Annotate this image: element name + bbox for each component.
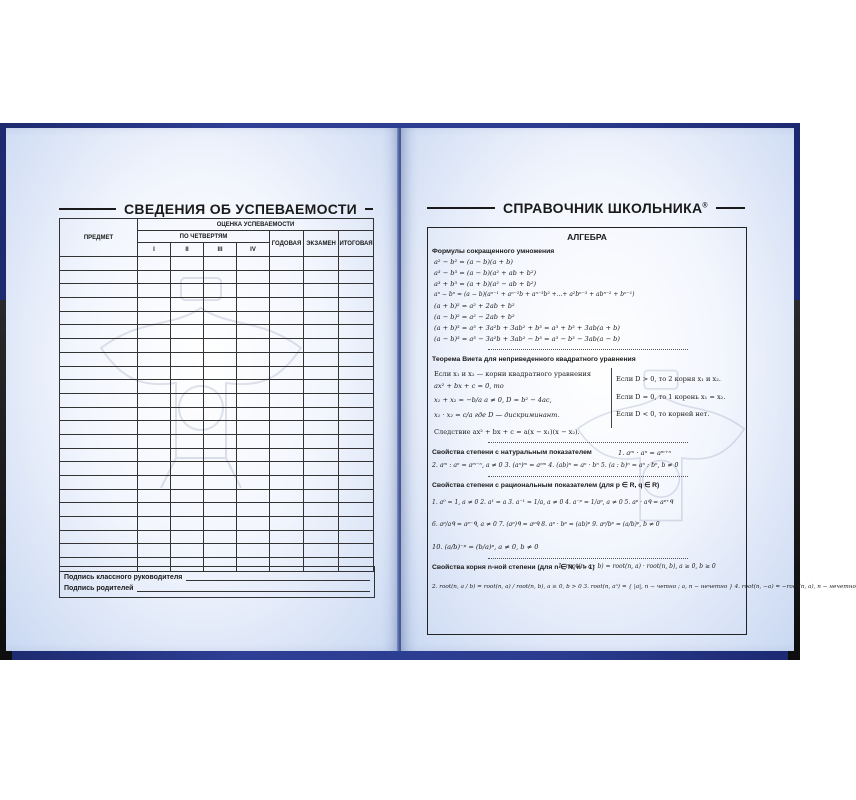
- grade-cell[interactable]: [171, 489, 204, 503]
- grade-cell[interactable]: [171, 366, 204, 380]
- right-title-row: [427, 196, 745, 220]
- grade-cell[interactable]: [204, 476, 237, 490]
- table-row: [60, 257, 374, 271]
- grade-cell[interactable]: [304, 257, 339, 271]
- grade-cell[interactable]: [339, 503, 374, 517]
- grade-cell[interactable]: [171, 476, 204, 490]
- grade-cell[interactable]: [339, 257, 374, 271]
- abbrev-formula: a³ + b³ = (a + b)(a² − ab + b²): [434, 280, 537, 288]
- title-rule-right: [365, 208, 373, 210]
- grade-cell[interactable]: [270, 284, 304, 298]
- grade-cell[interactable]: [204, 366, 237, 380]
- grade-cell[interactable]: [339, 407, 374, 421]
- abbrev-formula: aⁿ − bⁿ = (a − b)(aⁿ⁻¹ + aⁿ⁻²b + aⁿ⁻³b² +...+ a²bⁿ⁻³ + abⁿ⁻² + bⁿ⁻¹): [434, 291, 635, 298]
- grade-cell[interactable]: [60, 257, 138, 271]
- grades-table: [59, 218, 374, 572]
- grade-cell[interactable]: [60, 352, 138, 366]
- rational-power-line: 6. aᵖ/aᑫ = aᵖ⁻ᑫ, a ≠ 0 7. (aᵖ)ᑫ = aᵖᑫ 8. aᵖ · bᵖ = (ab)ᵖ 9. aᵖ/bᵖ = (a/b)ᵖ, b ≠ 0: [432, 521, 660, 528]
- grade-cell[interactable]: [270, 462, 304, 476]
- grade-cell[interactable]: [339, 352, 374, 366]
- grade-cell[interactable]: [304, 489, 339, 503]
- grade-cell[interactable]: [138, 325, 171, 339]
- grade-cell[interactable]: [304, 530, 339, 544]
- grade-cell[interactable]: [204, 298, 237, 312]
- grade-cell[interactable]: [204, 284, 237, 298]
- vieta-case: Если D > 0, то 2 корня x₁ и x₂.: [616, 375, 721, 383]
- grade-cell[interactable]: [237, 380, 270, 394]
- grade-cell[interactable]: [204, 517, 237, 531]
- grade-cell[interactable]: [171, 339, 204, 353]
- grade-cell[interactable]: [237, 462, 270, 476]
- table-row: [60, 325, 374, 339]
- grade-cell[interactable]: [339, 311, 374, 325]
- abbrev-formula: (a + b)³ = a³ + 3a²b + 3ab² + b³ = a³ + b³ + 3ab(a + b): [434, 324, 620, 332]
- grade-cell[interactable]: [171, 421, 204, 435]
- grade-cell[interactable]: [339, 434, 374, 448]
- grade-cell[interactable]: [138, 476, 171, 490]
- table-row: [60, 517, 374, 531]
- grade-cell[interactable]: [270, 489, 304, 503]
- grade-cell[interactable]: [304, 434, 339, 448]
- grade-cell[interactable]: [237, 366, 270, 380]
- rational-power-line: 10. (a/b)⁻ᵖ = (b/a)ᵖ, a ≠ 0, b ≠ 0: [432, 543, 539, 551]
- abbrev-formula: (a + b)² = a² + 2ab + b²: [434, 302, 515, 310]
- grade-cell[interactable]: [270, 311, 304, 325]
- grade-cell[interactable]: [237, 311, 270, 325]
- vieta-title: Теорема Виета для неприведенного квадратного уравнения: [432, 356, 636, 363]
- grade-cell[interactable]: [171, 257, 204, 271]
- grade-cell[interactable]: [270, 366, 304, 380]
- grade-cell[interactable]: [171, 517, 204, 531]
- grade-cell[interactable]: [339, 325, 374, 339]
- grade-cell[interactable]: [204, 407, 237, 421]
- natural-power-title: Свойства степени с натуральным показателем: [432, 449, 592, 456]
- grade-cell[interactable]: [270, 298, 304, 312]
- grade-cell[interactable]: [237, 393, 270, 407]
- table-row: [60, 476, 374, 490]
- grade-cell[interactable]: [270, 352, 304, 366]
- grade-cell[interactable]: [237, 544, 270, 558]
- rational-power-title: Свойства степени с рациональным показателем (для p ∈ R, q ∈ R): [432, 482, 660, 489]
- divider: [488, 349, 688, 350]
- table-row: [60, 434, 374, 448]
- quarter-1-header: I: [138, 243, 171, 257]
- grade-cell[interactable]: [204, 380, 237, 394]
- vieta-separator: [611, 368, 612, 428]
- grade-cell[interactable]: [204, 462, 237, 476]
- grade-cell[interactable]: [204, 503, 237, 517]
- grade-cell[interactable]: [60, 407, 138, 421]
- vieta-line: ax² + bx + c = 0, то: [434, 382, 504, 390]
- grade-cell[interactable]: [304, 352, 339, 366]
- exam-header: ЭКЗАМЕН: [304, 231, 339, 257]
- grade-cell[interactable]: [171, 270, 204, 284]
- reference-box: [427, 227, 856, 635]
- quarter-4-header: IV: [237, 243, 270, 257]
- grade-cell[interactable]: [304, 325, 339, 339]
- grade-cell[interactable]: [304, 448, 339, 462]
- grade-cell[interactable]: [171, 462, 204, 476]
- grade-cell[interactable]: [60, 448, 138, 462]
- table-row: [60, 339, 374, 353]
- grade-cell[interactable]: [237, 503, 270, 517]
- grade-cell[interactable]: [138, 421, 171, 435]
- parents-signature-field[interactable]: [137, 584, 370, 592]
- subject-header: ПРЕДМЕТ: [60, 219, 138, 257]
- grade-cell[interactable]: [270, 270, 304, 284]
- grade-cell[interactable]: [138, 352, 171, 366]
- grade-cell[interactable]: [304, 339, 339, 353]
- root-line: 2. root(n, a / b) = root(n, a) / root(n, b), a ≥ 0, b > 0 3. root(n, aⁿ) = { |a|, n − четно ; a, n − нечетно } 4. root(n, −a) = −root(n, a), n − нечетно: [432, 584, 856, 590]
- vieta-line: x₁ · x₂ = c/a где D — дискриминант.: [434, 411, 560, 419]
- grade-cell[interactable]: [171, 311, 204, 325]
- table-row: [60, 448, 374, 462]
- grade-cell[interactable]: [339, 544, 374, 558]
- grade-cell[interactable]: [304, 407, 339, 421]
- grade-cell[interactable]: [304, 517, 339, 531]
- signature-box: [59, 566, 375, 598]
- grade-cell[interactable]: [204, 530, 237, 544]
- grade-cell[interactable]: [339, 476, 374, 490]
- left-page-title: СВЕДЕНИЯ ОБ УСПЕВАЕМОСТИ: [124, 201, 358, 217]
- grade-cell[interactable]: [237, 407, 270, 421]
- table-row: [60, 530, 374, 544]
- vieta-line: Следствие ax² + bx + c = a(x − x₁)(x − x₂).: [434, 428, 580, 436]
- grade-cell[interactable]: [171, 448, 204, 462]
- divider: [488, 558, 688, 559]
- grade-cell[interactable]: [60, 517, 138, 531]
- grade-cell[interactable]: [60, 434, 138, 448]
- grade-cell[interactable]: [138, 366, 171, 380]
- rational-power-line: 1. a⁰ = 1, a ≠ 0 2. a¹ = a 3. a⁻¹ = 1/a, a ≠ 0 4. a⁻ᵖ = 1/aᵖ, a ≠ 0 5. aᵖ · aᑫ = aᵖ⁺ᑫ: [432, 499, 673, 506]
- grade-cell[interactable]: [204, 339, 237, 353]
- grade-cell[interactable]: [171, 407, 204, 421]
- grade-cell[interactable]: [60, 476, 138, 490]
- natural-power-line: 1. aᵐ · aⁿ = aᵐ⁺ⁿ: [618, 449, 672, 457]
- table-row: [60, 270, 374, 284]
- table-row: [60, 462, 374, 476]
- grade-cell[interactable]: [60, 421, 138, 435]
- grade-cell[interactable]: [339, 517, 374, 531]
- grade-cell[interactable]: [270, 448, 304, 462]
- grade-cell[interactable]: [304, 270, 339, 284]
- table-row: [60, 366, 374, 380]
- table-row: [60, 393, 374, 407]
- grade-cell[interactable]: [270, 517, 304, 531]
- grade-cell[interactable]: [171, 544, 204, 558]
- right-title-rule-left: [427, 207, 495, 209]
- grade-cell[interactable]: [138, 311, 171, 325]
- grade-cell[interactable]: [237, 284, 270, 298]
- grade-cell[interactable]: [60, 270, 138, 284]
- grade-cell[interactable]: [138, 284, 171, 298]
- grade-cell[interactable]: [60, 366, 138, 380]
- grade-cell[interactable]: [138, 407, 171, 421]
- grade-cell[interactable]: [339, 448, 374, 462]
- grade-cell[interactable]: [339, 366, 374, 380]
- abbrev-formula: a² − b² = (a − b)(a + b): [434, 258, 513, 266]
- grade-cell[interactable]: [339, 284, 374, 298]
- grade-cell[interactable]: [304, 393, 339, 407]
- table-row: [60, 284, 374, 298]
- grade-cell[interactable]: [60, 325, 138, 339]
- table-row: [60, 407, 374, 421]
- table-row: [60, 380, 374, 394]
- grade-cell[interactable]: [304, 284, 339, 298]
- grade-cell[interactable]: [304, 380, 339, 394]
- grade-cell[interactable]: [171, 298, 204, 312]
- grade-cell[interactable]: [237, 489, 270, 503]
- grade-cell[interactable]: [171, 393, 204, 407]
- grade-cell[interactable]: [60, 380, 138, 394]
- grade-cell[interactable]: [270, 544, 304, 558]
- grade-cell[interactable]: [237, 270, 270, 284]
- table-row: [60, 298, 374, 312]
- grade-cell[interactable]: [304, 311, 339, 325]
- grade-cell[interactable]: [204, 257, 237, 271]
- grade-cell[interactable]: [171, 325, 204, 339]
- parents-signature-label: Подпись родителей: [64, 585, 134, 592]
- grade-cell[interactable]: [270, 393, 304, 407]
- quarter-3-header: III: [204, 243, 237, 257]
- grade-cell[interactable]: [270, 530, 304, 544]
- grade-cell[interactable]: [204, 325, 237, 339]
- grade-cell[interactable]: [339, 489, 374, 503]
- grade-cell[interactable]: [204, 489, 237, 503]
- grade-cell[interactable]: [204, 270, 237, 284]
- grade-cell[interactable]: [339, 339, 374, 353]
- grade-cell[interactable]: [138, 393, 171, 407]
- grade-cell[interactable]: [304, 421, 339, 435]
- grade-cell[interactable]: [237, 325, 270, 339]
- grade-cell[interactable]: [138, 257, 171, 271]
- grade-cell[interactable]: [339, 421, 374, 435]
- grade-cell[interactable]: [138, 270, 171, 284]
- grade-cell[interactable]: [60, 284, 138, 298]
- right-title-text: СПРАВОЧНИК ШКОЛЬНИКА: [503, 200, 703, 216]
- grades-body: [60, 257, 374, 572]
- root-title: Свойства корня n-ной степени (для n ∈ N, n > 1): [432, 564, 595, 571]
- grade-cell[interactable]: [339, 530, 374, 544]
- grade-cell[interactable]: [60, 311, 138, 325]
- grade-cell[interactable]: [171, 380, 204, 394]
- grade-cell[interactable]: [237, 421, 270, 435]
- grade-cell[interactable]: [270, 257, 304, 271]
- grade-cell[interactable]: [339, 462, 374, 476]
- grade-header: ОЦЕНКА УСПЕВАЕМОСТИ: [138, 219, 374, 231]
- grade-cell[interactable]: [204, 393, 237, 407]
- vieta-line: x₁ + x₂ = −b/a a ≠ 0, D = b² − 4ac,: [434, 396, 552, 404]
- algebra-heading: АЛГЕБРА: [567, 232, 607, 242]
- grade-cell[interactable]: [171, 434, 204, 448]
- quarters-header: ПО ЧЕТВЕРТЯМ: [138, 231, 270, 243]
- grade-cell[interactable]: [304, 462, 339, 476]
- grade-cell[interactable]: [237, 476, 270, 490]
- abbrev-formula: (a − b)² = a² − 2ab + b²: [434, 313, 515, 321]
- annual-header: ГОДОВАЯ: [270, 231, 304, 257]
- grade-cell[interactable]: [270, 339, 304, 353]
- grade-cell[interactable]: [237, 298, 270, 312]
- abbrev-formula: a³ − b³ = (a − b)(a² + ab + b²): [434, 269, 537, 277]
- natural-power-line: 2. aᵐ : aⁿ = aᵐ⁻ⁿ, a ≠ 0 3. (aⁿ)ᵐ = aⁿᵐ 4. (ab)ⁿ = aⁿ · bⁿ 5. (a : b)ⁿ = aⁿ : bⁿ, b ≠ 0: [432, 462, 679, 469]
- grade-cell[interactable]: [138, 380, 171, 394]
- grade-cell[interactable]: [60, 503, 138, 517]
- grade-cell[interactable]: [204, 352, 237, 366]
- grade-cell[interactable]: [304, 476, 339, 490]
- grade-cell[interactable]: [171, 530, 204, 544]
- right-title-rule-right: [716, 207, 745, 209]
- grade-cell[interactable]: [304, 298, 339, 312]
- grade-cell[interactable]: [304, 503, 339, 517]
- right-page-title: [495, 200, 716, 216]
- divider: [488, 442, 688, 443]
- grade-cell[interactable]: [60, 544, 138, 558]
- grade-cell[interactable]: [138, 298, 171, 312]
- grade-cell[interactable]: [60, 393, 138, 407]
- grade-cell[interactable]: [339, 270, 374, 284]
- divider: [488, 476, 688, 477]
- vieta-line: Если x₁ и x₂ — корни квадратного уравнения: [434, 370, 591, 378]
- table-row: [60, 503, 374, 517]
- grade-cell[interactable]: [270, 434, 304, 448]
- table-row: [60, 352, 374, 366]
- grade-cell[interactable]: [138, 448, 171, 462]
- table-row: [60, 489, 374, 503]
- vieta-case: Если D < 0, то корней нет.: [616, 410, 710, 418]
- grade-cell[interactable]: [237, 257, 270, 271]
- grade-cell[interactable]: [138, 503, 171, 517]
- grade-cell[interactable]: [60, 489, 138, 503]
- grade-cell[interactable]: [138, 530, 171, 544]
- grade-cell[interactable]: [204, 311, 237, 325]
- grade-cell[interactable]: [304, 366, 339, 380]
- grade-cell[interactable]: [237, 530, 270, 544]
- grade-cell[interactable]: [339, 380, 374, 394]
- grade-cell[interactable]: [138, 462, 171, 476]
- grade-cell[interactable]: [171, 503, 204, 517]
- grade-cell[interactable]: [138, 434, 171, 448]
- title-rule-left: [59, 208, 116, 210]
- grade-cell[interactable]: [204, 421, 237, 435]
- grade-cell[interactable]: [339, 298, 374, 312]
- grade-cell[interactable]: [171, 284, 204, 298]
- parents-signature-line: [64, 584, 370, 592]
- registered-mark: ®: [702, 202, 708, 210]
- table-row: [60, 311, 374, 325]
- grade-cell[interactable]: [270, 503, 304, 517]
- grade-cell[interactable]: [270, 407, 304, 421]
- root-line: 1. root(n, a · b) = root(n, a) · root(n, b), a ≥ 0, b ≥ 0: [558, 563, 716, 570]
- grade-cell[interactable]: [138, 339, 171, 353]
- grade-cell[interactable]: [204, 434, 237, 448]
- grade-cell[interactable]: [270, 421, 304, 435]
- teacher-signature-field[interactable]: [186, 573, 370, 581]
- grade-cell[interactable]: [171, 352, 204, 366]
- vieta-case: Если D = 0, то 1 корень x₁ = x₂.: [616, 393, 726, 401]
- table-row: [60, 544, 374, 558]
- grade-cell[interactable]: [270, 380, 304, 394]
- grade-cell[interactable]: [237, 339, 270, 353]
- abbrev-title: Формулы сокращенного умножения: [432, 248, 555, 255]
- table-row: [60, 421, 374, 435]
- grade-cell[interactable]: [237, 434, 270, 448]
- grade-cell[interactable]: [138, 489, 171, 503]
- grade-cell[interactable]: [270, 325, 304, 339]
- grade-cell[interactable]: [270, 476, 304, 490]
- teacher-signature-label: Подпись классного руководителя: [64, 574, 183, 581]
- grade-cell[interactable]: [60, 339, 138, 353]
- grade-cell[interactable]: [237, 448, 270, 462]
- teacher-signature-line: [64, 573, 370, 581]
- grade-cell[interactable]: [237, 517, 270, 531]
- grade-cell[interactable]: [60, 298, 138, 312]
- abbrev-formula: (a − b)³ = a³ − 3a²b + 3ab² − b³ = a³ − b³ − 3ab(a − b): [434, 335, 620, 343]
- grade-cell[interactable]: [60, 462, 138, 476]
- grade-cell[interactable]: [60, 530, 138, 544]
- final-header: ИТОГОВАЯ: [339, 231, 374, 257]
- grade-cell[interactable]: [138, 517, 171, 531]
- grade-cell[interactable]: [204, 544, 237, 558]
- grade-cell[interactable]: [237, 352, 270, 366]
- grade-cell[interactable]: [339, 393, 374, 407]
- quarter-2-header: II: [171, 243, 204, 257]
- grade-cell[interactable]: [204, 448, 237, 462]
- grade-cell[interactable]: [138, 544, 171, 558]
- grade-cell[interactable]: [304, 544, 339, 558]
